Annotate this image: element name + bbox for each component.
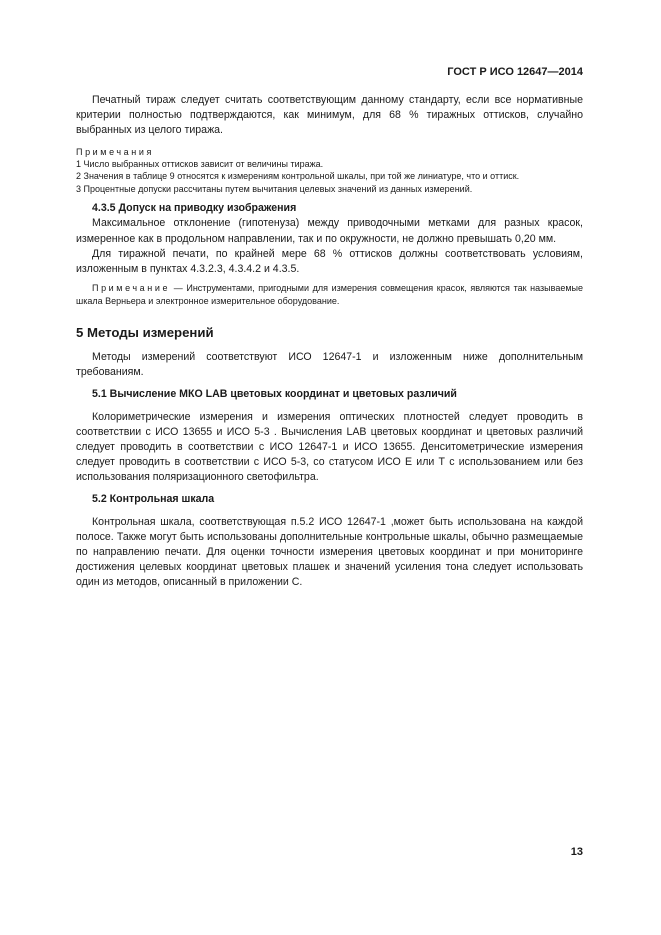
note-item-3: 3 Процентные допуски рассчитаны путем вычитания целевых значений из данных измерений. (76, 183, 473, 194)
section-5-2-title: 5.2 Контрольная шкала (92, 492, 215, 505)
note-text: — Инструментами, пригодными для измерения совмещения красок, являются так называемые шкала Верньера и электронное измерительное оборудование. (76, 283, 583, 307)
section-4-3-5-paragraph-1: Максимальное отклонение (гипотенуза) между приводочными метками для разных красок, измеренное как в продольном направлении, так и по окружности, не должно превышать 0,20 мм. (76, 217, 583, 245)
section-5-1-paragraph: Колориметрические измерения и измерения оптических плотностей следует проводить в соответствии с ИСО 13655 и ИСО 5-3 . Вычисления LAB цветовых координат и цветовых различий следует проводить в соответствии с ИСО 12647-1 и ИСО 13655. Денситометрические измерения следует проводить в соответствии с ИСО 5-3, со статусом ИСО Е или Т с использованием или без использования поляризационного светофильтра. (76, 410, 583, 484)
section-4-3-5-note (76, 282, 583, 308)
document-body (76, 93, 583, 591)
section-5-title: 5 Методы измерений (76, 325, 214, 341)
intro-paragraph: Печатный тираж следует считать соответствующим данному стандарту, если все нормативные критерии полностью подтверждаются, как минимум, для 68 % тиражных оттисков, случайно выбранных из целого тиража. (76, 94, 583, 137)
section-5-2-paragraph: Контрольная шкала, соответствующая п.5.2 ИСО 12647-1 ,может быть использована на каждой полосе. Также могут быть использованы дополнительные контрольные шкалы, обычно размещаемые по направлению печати. Для оценки точности измерения цветовых координат и при мониторинге достижения целевых координат цветовых плашек и значений усиления тона следует использовать один из методов, описанный в приложении С. (76, 515, 583, 589)
section-5-1-title: 5.1 Вычисление МКО LAB цветовых координат и цветовых различий (92, 387, 457, 400)
note-label: Примечание (92, 283, 171, 294)
notes-heading: Примечания (76, 146, 154, 157)
note-item-1: 1 Число выбранных оттисков зависит от величины тиража. (76, 158, 324, 169)
section-4-3-5-title: 4.3.5 Допуск на приводку изображения (92, 202, 297, 215)
document-header: ГОСТ Р ИСО 12647—2014 (447, 66, 583, 78)
section-4-3-5-paragraph-2: Для тиражной печати, по крайней мере 68 % оттисков должны соответствовать условиям, изложенным в пунктах 4.3.2.3, 4.3.4.2 и 4.3.5. (76, 247, 583, 275)
note-item-2: 2 Значения в таблице 9 относятся к измерениям контрольной шкалы, при той же линиатуре, что и оттиск. (76, 171, 520, 182)
section-5-paragraph: Методы измерений соответствуют ИСО 12647-1 и изложенным ниже дополнительным требованиям. (76, 351, 583, 379)
page-number: 13 (570, 846, 583, 858)
